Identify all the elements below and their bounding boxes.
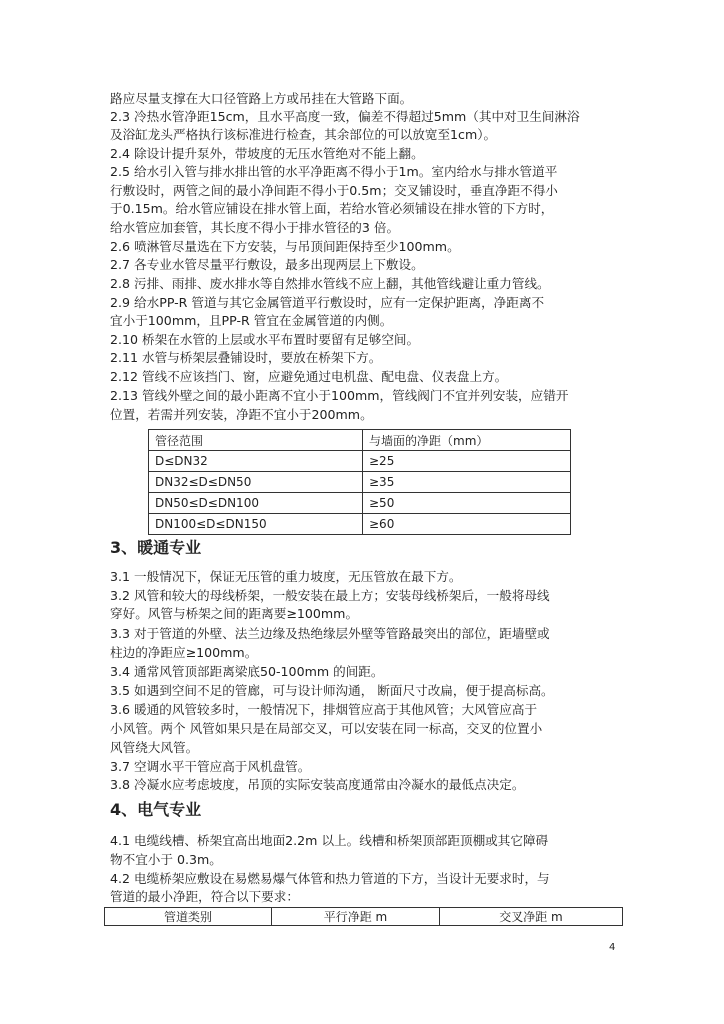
table-cell: ≥50 [363, 493, 571, 514]
table-header-cell: 管道类别 [105, 908, 272, 926]
hvac-heading: 3、暖通专业 [110, 538, 202, 557]
text-line: 3.7 空调水平干管应高于风机盘管。 [110, 759, 311, 774]
text-line: 2.11 水管与桥架层叠铺设时，要放在桥架下方。 [110, 350, 382, 365]
text-line: 2.3 冷热水管净距15cm，且水平高度一致，偏差不得超过5mm（其中对卫生间淋浴 [110, 109, 580, 124]
table-row [149, 472, 571, 493]
text-line: 2.13 管线外壁之间的最小距离不宜小于100mm，管线阀门不宜并列安装，应错开 [110, 388, 569, 403]
page-number: 4 [609, 942, 616, 953]
elec-heading: 4、电气专业 [110, 800, 202, 819]
text-line: 穿好。风管与桥架之间的距离要≥100mm。 [110, 606, 359, 621]
text-line: 2.8 污排、雨排、废水排水等自然排水管线不应上翻，其他管线避让重力管线。 [110, 276, 550, 291]
text-line: 2.9 给水PP-R 管道与其它金属管道平行敷设时，应有一定保护距离，净距离不 [110, 295, 545, 310]
text-line: 小风管。两个 风管如果只是在局部交叉，可以安装在同一标高，交叉的位置小 [110, 721, 543, 736]
text-line: 3.8 冷凝水应考虑坡度，吊顶的实际安装高度通常由冷凝水的最低点决定。 [110, 777, 525, 792]
text-line: 路应尽量支撑在大口径管路上方或吊挂在大管路下面。 [110, 91, 413, 106]
text-line: 3.5 如遇到空间不足的管廊，可与设计师沟通， 断面尺寸改扁，便于提高标高。 [110, 683, 554, 698]
text-line: 柱边的净距应≥100mm。 [110, 645, 258, 660]
table-cell: ≥25 [363, 451, 571, 472]
text-line: 行敷设时，两管之间的最小净间距不得小于0.5m；交叉铺设时，垂直净距不得小 [110, 183, 558, 198]
table-header-row [105, 908, 623, 926]
text-line: 3.1 一般情况下，保证无压管的重力坡度，无压管放在最下方。 [110, 569, 462, 584]
table-row [149, 493, 571, 514]
text-line: 2.4 除设计提升泵外，带坡度的无压水管绝对不能上翻。 [110, 146, 424, 161]
text-line: 风管绕大风管。 [110, 740, 199, 755]
text-line: 2.6 喷淋管尽量选在下方安装，与吊顶间距保持至少100mm。 [110, 239, 460, 254]
text-line: 3.4 通常风管顶部距离梁底50-100mm 的间距。 [110, 664, 384, 679]
text-line: 宜小于100mm，且PP-R 管宜在金属管道的内侧。 [110, 313, 393, 328]
table-row [149, 451, 571, 472]
text-line: 及浴缸龙头严格执行该标准进行检查，其余部位的可以放宽至1cm）。 [110, 127, 497, 142]
text-line: 3.6 暖通的风管较多时，一般情况下，排烟管应高于其他风管；大风管应高于 [110, 702, 538, 717]
table-header-cell: 管径范围 [149, 430, 363, 451]
pipe-clearance-table [148, 429, 571, 535]
text-line: 2.12 管线不应该挡门、窗，应避免通过电机盘、配电盘、仪表盘上方。 [110, 369, 508, 384]
table-header-cell: 平行净距 m [272, 908, 440, 926]
table-cell: DN50≤D≤DN100 [149, 493, 363, 514]
table-cell: DN32≤D≤DN50 [149, 472, 363, 493]
table-header-cell: 与墙面的净距（mm） [363, 430, 571, 451]
text-line: 3.2 风管和较大的母线桥架，一般安装在最上方；安装母线桥架后，一般将母线 [110, 588, 550, 603]
text-line: 2.7 各专业水管尽量平行敷设，最多出现两层上下敷设。 [110, 257, 424, 272]
text-line: 管道的最小净距，符合以下要求： [110, 889, 299, 904]
text-line: 2.10 桥架在水管的上层或水平布置时要留有足够空间。 [110, 332, 420, 347]
table-header-cell: 交叉净距 m [440, 908, 623, 926]
table-cell: ≥60 [363, 514, 571, 535]
text-line: 位置，若需并列安装，净距不宜小于200mm。 [110, 407, 373, 422]
elec-clearance-table [104, 907, 623, 926]
table-cell: DN100≤D≤DN150 [149, 514, 363, 535]
text-line: 给水管应加套管，其长度不得小于排水管径的3 倍。 [110, 220, 400, 235]
text-line: 物不宜小于 0.3m。 [110, 852, 222, 867]
table-header-row [149, 430, 571, 451]
text-line: 2.5 给水引入管与排水排出管的水平净距离不得小于1m。室内给水与排水管道平 [110, 164, 558, 179]
table-row [149, 514, 571, 535]
text-line: 4.1 电缆线槽、桥架宜高出地面2.2m 以上。线槽和桥架顶部距顶棚或其它障碍 [110, 833, 549, 848]
text-line: 4.2 电缆桥架应敷设在易燃易爆气体管和热力管道的下方，当设计无要求时，与 [110, 871, 550, 886]
table-cell: D≤DN32 [149, 451, 363, 472]
text-line: 于0.15m。给水管应铺设在排水管上面，若给水管必须铺设在排水管的下方时， [110, 201, 554, 216]
text-line: 3.3 对于管道的外壁、法兰边缘及热绝缘层外壁等管路最突出的部位，距墙壁或 [110, 626, 550, 641]
table-cell: ≥35 [363, 472, 571, 493]
